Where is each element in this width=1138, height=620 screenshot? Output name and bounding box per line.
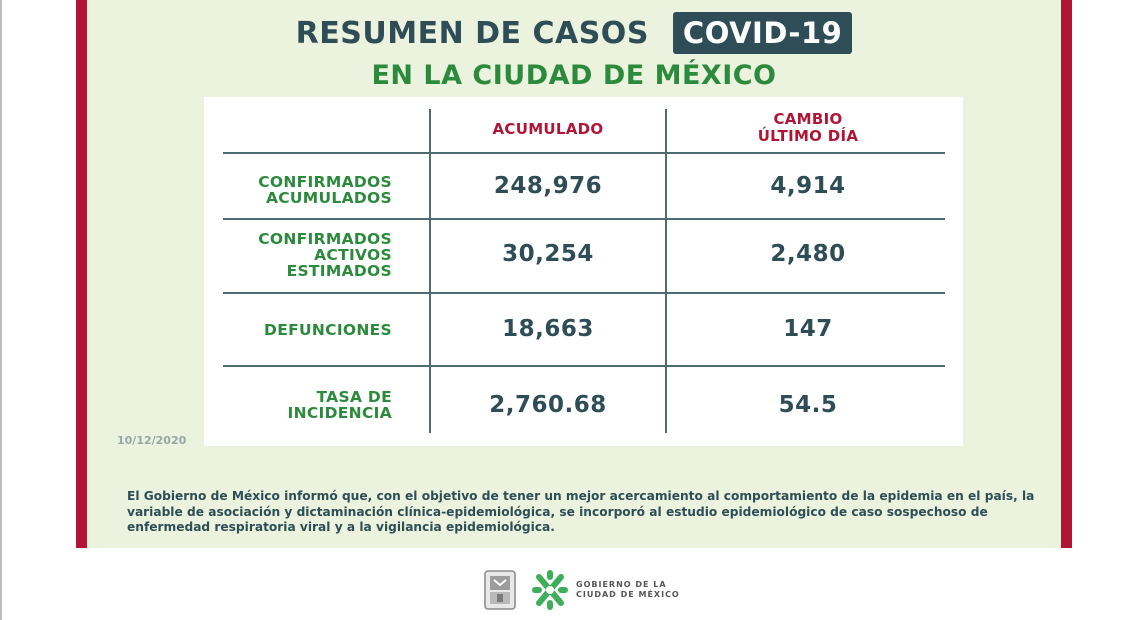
footnote-text: El Gobierno de México informó que, con el objetivo de tener un mejor acercamiento al comportamiento de la epidemia en el país, la variable de asociación y dictaminación clínica-epidemiológica, se incorporó al estudio epidemiológico de caso sospechoso de enfermedad respiratoria viral y a la vigilancia epidemiológica.	[127, 489, 1035, 534]
cdmx-logo-icon	[530, 568, 570, 612]
row-label-line: CONFIRMADOS	[258, 173, 392, 191]
value-acumulado-tasa: 2,760.68	[489, 392, 607, 418]
row-divider-1	[223, 218, 945, 220]
row-label-line: ACTIVOS	[314, 246, 392, 264]
row-divider-3	[223, 365, 945, 367]
value-cambio-tasa: 54.5	[778, 392, 838, 418]
column-header-cambio-line2: ÚLTIMO DÍA	[757, 127, 859, 145]
summary-table	[204, 97, 963, 446]
covid-badge: COVID-19	[673, 12, 852, 54]
column-header-acumulado	[430, 121, 666, 138]
row-divider-2	[223, 292, 945, 294]
column-header-acumulado-text: ACUMULADO	[492, 120, 604, 138]
gov-wordmark-line2: CIUDAD DE MÉXICO	[576, 590, 680, 599]
row-label-line: CONFIRMADOS	[258, 230, 392, 248]
government-footer	[480, 566, 680, 616]
covid-summary-panel	[76, 0, 1072, 548]
value-acumulado-confirmados: 248,976	[493, 173, 603, 199]
row-label-line: DEFUNCIONES	[264, 321, 392, 339]
header-divider	[223, 152, 945, 154]
value-cambio-defunciones: 147	[783, 316, 833, 342]
title-row	[87, 12, 1061, 54]
value-cambio-activos: 2,480	[770, 241, 846, 267]
row-label-line: TASA DE	[316, 388, 392, 406]
gov-wordmark-line1: GOBIERNO DE LA	[576, 580, 667, 589]
left-edge-divider	[0, 0, 2, 620]
value-acumulado-defunciones: 18,663	[502, 316, 594, 342]
column-header-cambio	[666, 111, 950, 145]
row-label-line: ACUMULADOS	[265, 189, 392, 207]
page-subtitle: EN LA CIUDAD DE MÉXICO	[371, 60, 777, 91]
city-seal-icon	[484, 570, 516, 610]
report-date: 10/12/2020	[117, 434, 187, 447]
column-divider-2	[665, 109, 667, 433]
row-label-confirmados-acumulados	[224, 174, 392, 206]
column-divider-1	[429, 109, 431, 433]
row-label-defunciones	[224, 322, 392, 338]
column-header-cambio-line1: CAMBIO	[773, 110, 843, 128]
value-acumulado-activos: 30,254	[502, 241, 594, 267]
value-cambio-confirmados: 4,914	[770, 173, 846, 199]
row-label-tasa-incidencia	[224, 389, 392, 421]
government-wordmark	[576, 580, 680, 600]
row-label-line: INCIDENCIA	[287, 404, 392, 422]
row-label-line: ESTIMADOS	[286, 262, 392, 280]
row-label-confirmados-activos	[224, 231, 392, 279]
page-title: RESUMEN DE CASOS	[295, 15, 649, 51]
